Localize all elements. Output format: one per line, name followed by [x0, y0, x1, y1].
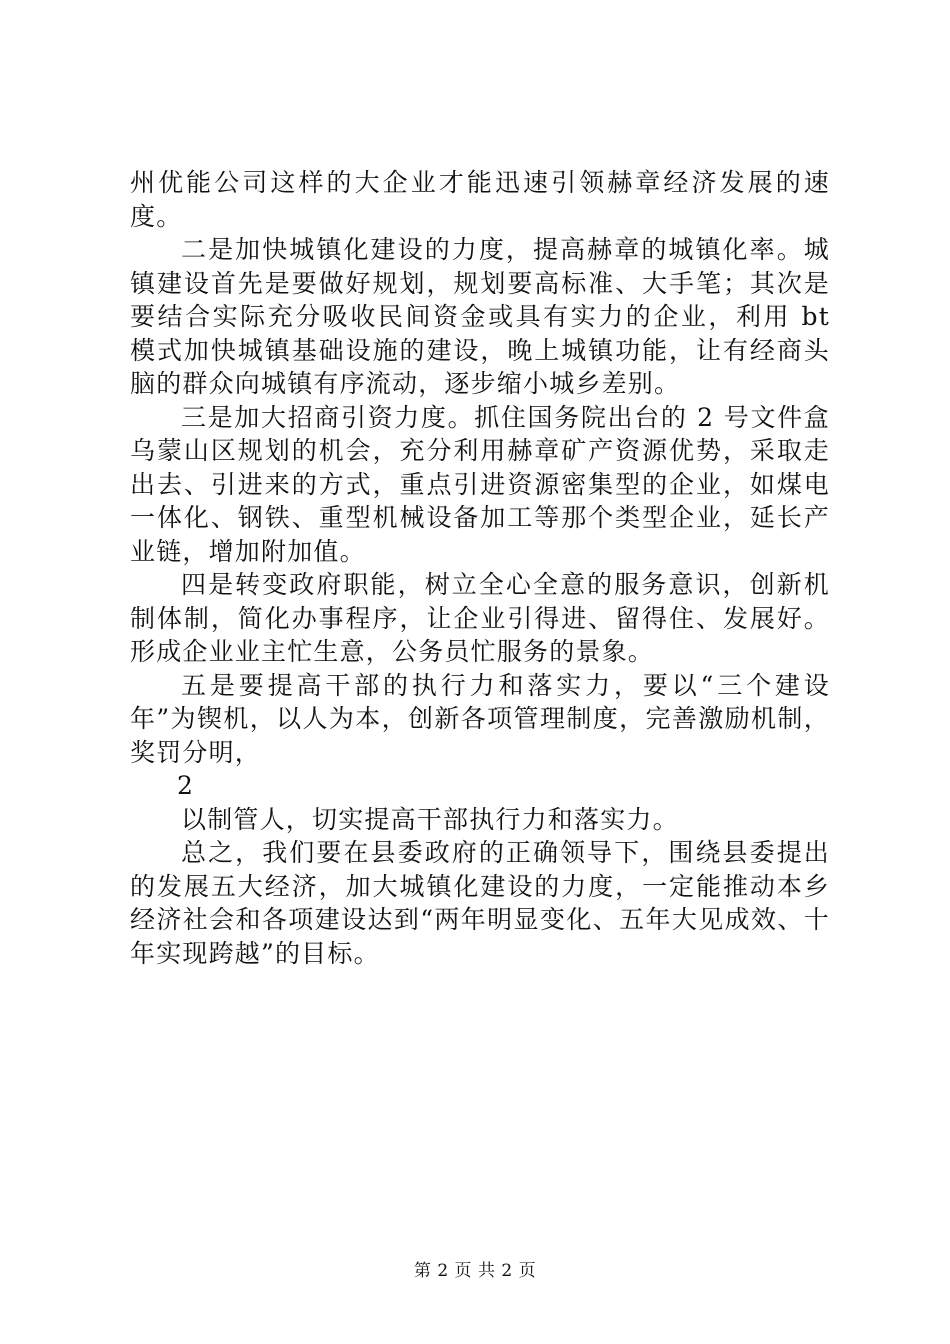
paragraph-1: 州优能公司这样的大企业才能迅速引领赫章经济发展的速度。: [130, 168, 830, 231]
page-marker: 2: [177, 771, 195, 800]
page-footer: 第 2 页 共 2 页: [413, 1261, 537, 1281]
paragraph-6: 以制管人，切实提高干部执行力和落实力。: [181, 804, 679, 834]
paragraph-7: 总之，我们要在县委政府的正确领导下，围绕县委提出的发展五大经济，加大城镇化建设的力度，一定能推动本乡经济社会和各项建设达到“两年明显变化、五年大见成效、十年实现跨越”的目标。: [130, 838, 830, 968]
paragraph-2: 二是加快城镇化建设的力度，提高赫章的城镇化率。城镇建设首先是要做好规划，规划要高标准、大手笔；其次是要结合实际充分吸收民间资金或具有实力的企业，利用 bt 模式加快城镇基础设施的建设，晚上城镇功能，让有经商头脑的群众向城镇有序流动，逐步缩小城乡差别。: [130, 235, 830, 398]
paragraph-3: 三是加大招商引资力度。抓住国务院出台的 2 号文件盒乌蒙山区规划的机会，充分利用赫章矿产资源优势，采取走出去、引进来的方式，重点引进资源密集型的企业，如煤电一体化、钢铁、重型机械设备加工等那个类型企业，延长产业链，增加附加值。: [130, 402, 830, 566]
paragraph-5: 五是要提高干部的执行力和落实力，要以“三个建设年”为锲机，以人为本，创新各项管理制度，完善激励机制，奖罚分明，: [130, 670, 830, 767]
paragraph-4: 四是转变政府职能，树立全心全意的服务意识，创新机制体制，简化办事程序，让企业引得进、留得住、发展好。形成企业业主忙生意，公务员忙服务的景象。: [130, 570, 830, 666]
document-body: [130, 166, 830, 970]
